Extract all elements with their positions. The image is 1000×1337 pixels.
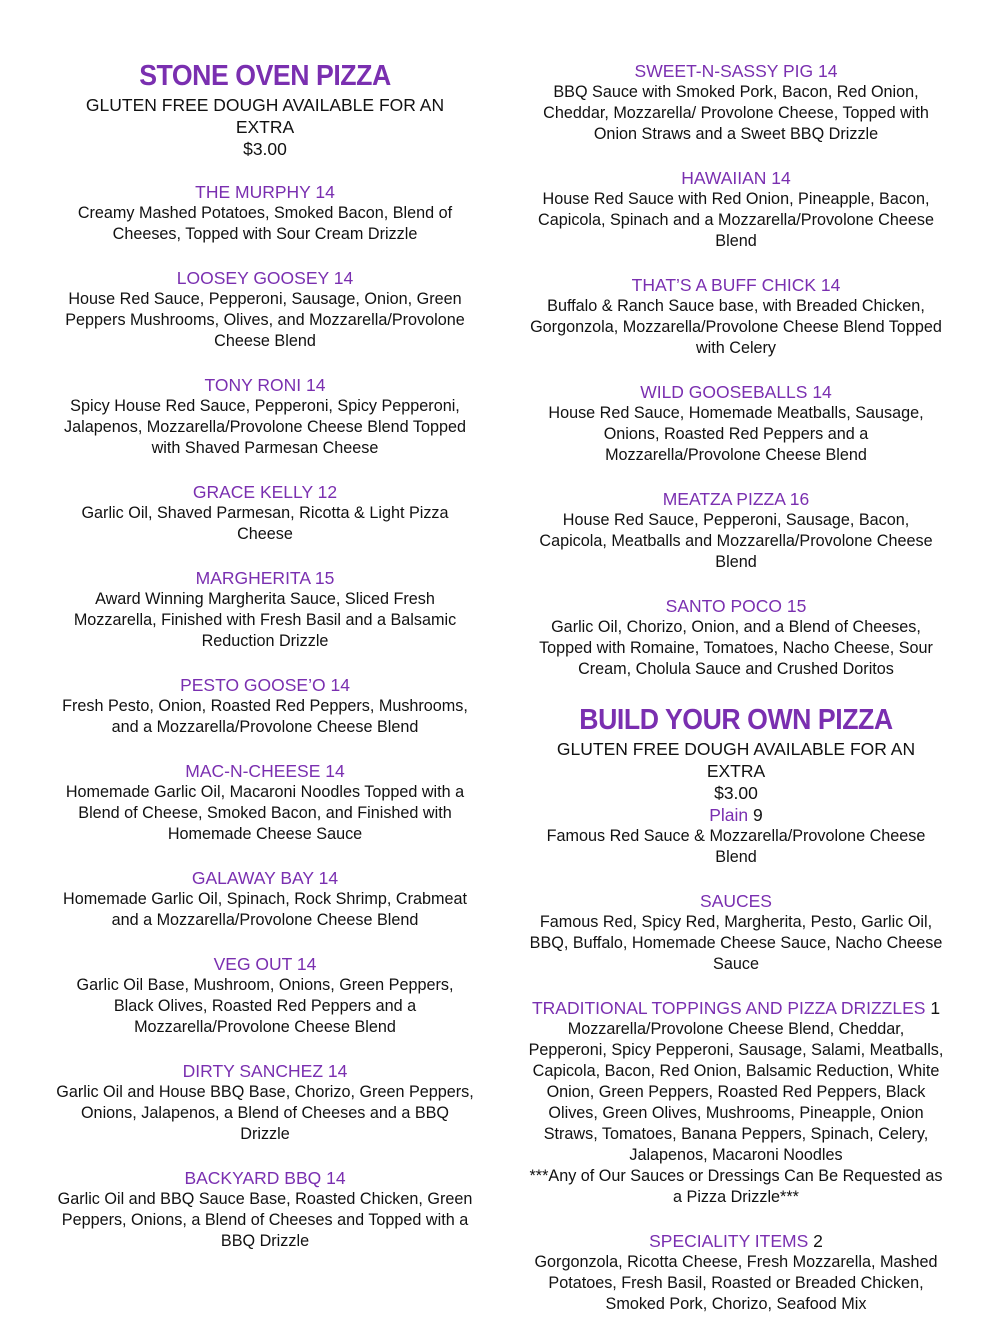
toppings-note: ***Any of Our Sauces or Dressings Can Be Requested as a Pizza Drizzle***	[529, 1167, 943, 1206]
menu-item-description: Garlic Oil, Chorizo, Onion, and a Blend of Cheeses, Topped with Romaine, Tomatoes, Nacho Cheese, Sour Cream, Cholula Sauce and Crushed Doritos	[539, 618, 933, 678]
toppings-description: Mozzarella/Provolone Cheese Blend, Cheddar, Pepperoni, Spicy Pepperoni, Sausage, Salami, Meatballs, Capicola, Bacon, Red Onion, Balsamic Reduction, White Onion, Green Peppers, Roasted Red Peppers, Black Olives, Green Olives, Mushrooms, Pineapple, Onion Straws, Tomatoes, Banana Peppers, Spinach, Celery, Jalapenos, Macaroni Noodles	[528, 1020, 944, 1164]
gluten-free-note-price: $3.00	[714, 783, 758, 803]
menu-item	[55, 953, 475, 1038]
menu-item-title: GRACE KELLY 12	[192, 482, 338, 502]
specialty-label: SPECIALITY ITEMS	[649, 1231, 809, 1251]
menu-item-description: Creamy Mashed Potatoes, Smoked Bacon, Blend of Cheeses, Topped with Sour Cream Drizzle	[77, 204, 453, 243]
menu-item-description: Garlic Oil, Shaved Parmesan, Ricotta & Light Pizza Cheese	[81, 504, 449, 543]
menu-item	[527, 595, 945, 680]
left-column	[55, 58, 475, 1274]
menu-item-title: DIRTY SANCHEZ 14	[182, 1061, 348, 1081]
stone-oven-header	[55, 58, 475, 160]
sauces-item	[527, 890, 945, 975]
menu-item	[55, 481, 475, 545]
menu-item	[527, 60, 945, 145]
menu-item-title: GALAWAY BAY 14	[191, 868, 339, 888]
menu-item-title: VEG OUT 14	[213, 954, 317, 974]
menu-item	[55, 674, 475, 738]
menu-item-description: Garlic Oil Base, Mushroom, Onions, Green Peppers, Black Olives, Roasted Red Peppers and a Mozzarella/Provolone Cheese Blend	[76, 976, 454, 1036]
menu-item-description: Fresh Pesto, Onion, Roasted Red Peppers, Mushrooms, and a Mozzarella/Provolone Cheese Blend	[62, 697, 468, 736]
menu-item	[55, 1167, 475, 1252]
menu-item-title: WILD GOOSEBALLS 14	[640, 382, 832, 402]
specialty-title	[527, 1230, 945, 1252]
menu-item	[527, 381, 945, 466]
gluten-free-note-line1: GLUTEN FREE DOUGH AVAILABLE FOR AN EXTRA	[556, 739, 916, 781]
menu-item-title: HAWAIIAN 14	[681, 168, 791, 188]
specialty-price: 2	[813, 1231, 823, 1251]
menu-item	[527, 274, 945, 359]
specialty-description: Gorgonzola, Ricotta Cheese, Fresh Mozzarella, Mashed Potatoes, Fresh Basil, Roasted or Breaded Chicken, Smoked Pork, Chorizo, Seafood Mix	[534, 1253, 938, 1313]
menu-item-description: BBQ Sauce with Smoked Pork, Bacon, Red Onion, Cheddar, Mozzarella/ Provolone Cheese, Topped with Onion Straws and a Sweet BBQ Drizzle	[543, 83, 929, 143]
menu-item-description: House Red Sauce, Homemade Meatballs, Sausage, Onions, Roasted Red Peppers and a Mozzarella/Provolone Cheese Blend	[548, 404, 924, 464]
menu-item	[527, 167, 945, 252]
sauces-description: Famous Red, Spicy Red, Margherita, Pesto, Garlic Oil, BBQ, Buffalo, Homemade Cheese Sauce, Nacho Cheese Sauce	[529, 913, 943, 973]
menu-item-description: Award Winning Margherita Sauce, Sliced Fresh Mozzarella, Finished with Fresh Basil and a Balsamic Reduction Drizzle	[73, 590, 457, 650]
gluten-free-note-price: $3.00	[243, 139, 287, 159]
menu-item	[55, 760, 475, 845]
menu-item-title: TONY RONI 14	[204, 375, 326, 395]
menu-item-description: House Red Sauce, Pepperoni, Sausage, Onion, Green Peppers Mushrooms, Olives, and Mozzarella/Provolone Cheese Blend	[65, 290, 465, 350]
menu-item-title: MAC-N-CHEESE 14	[185, 761, 345, 781]
build-your-own-section	[527, 702, 945, 1315]
toppings-price: 1	[930, 998, 941, 1018]
gluten-free-note-line1: GLUTEN FREE DOUGH AVAILABLE FOR AN EXTRA	[85, 95, 445, 137]
menu-item-description: Garlic Oil and House BBQ Base, Chorizo, Green Peppers, Onions, Jalapenos, a Blend of Cheeses and a BBQ Drizzle	[56, 1083, 474, 1143]
specialty-item	[527, 1230, 945, 1315]
menu-item-title: PESTO GOOSE’O 14	[180, 675, 350, 695]
right-column	[527, 58, 945, 1337]
plain-pizza-title	[527, 804, 945, 826]
menu-item-description: Homemade Garlic Oil, Macaroni Noodles Topped with a Blend of Cheese, Smoked Bacon, and Finished with Homemade Cheese Sauce	[65, 783, 465, 843]
menu-item-description: Homemade Garlic Oil, Spinach, Rock Shrimp, Crabmeat and a Mozzarella/Provolone Cheese Blend	[63, 890, 467, 929]
menu-item	[527, 488, 945, 573]
sauces-title: SAUCES	[700, 891, 772, 911]
toppings-title	[527, 997, 945, 1019]
stone-oven-title: STONE OVEN PIZZA	[139, 60, 391, 92]
menu-item-description: House Red Sauce, Pepperoni, Sausage, Bacon, Capicola, Meatballs and Mozzarella/Provolone Cheese Blend	[539, 511, 933, 571]
plain-label: Plain	[709, 805, 749, 825]
toppings-item	[527, 997, 945, 1208]
menu-item	[55, 374, 475, 459]
menu-item-title: MARGHERITA 15	[195, 568, 335, 588]
build-your-own-title: BUILD YOUR OWN PIZZA	[579, 704, 893, 736]
plain-price: 9	[753, 805, 763, 825]
menu-item-title: MEATZA PIZZA 16	[662, 489, 810, 509]
menu-item	[55, 867, 475, 931]
menu-item	[55, 567, 475, 652]
menu-item-title: SWEET-N-SASSY PIG 14	[634, 61, 838, 81]
menu-item-title: THAT’S A BUFF CHICK 14	[631, 275, 841, 295]
menu-item-description: Garlic Oil and BBQ Sauce Base, Roasted Chicken, Green Peppers, Onions, a Blend of Cheeses and Topped with a BBQ Drizzle	[57, 1190, 473, 1250]
menu-item-description: Buffalo & Ranch Sauce base, with Breaded Chicken, Gorgonzola, Mozzarella/Provolone Cheese Blend Topped with Celery	[530, 297, 942, 357]
menu-item-description: Spicy House Red Sauce, Pepperoni, Spicy Pepperoni, Jalapenos, Mozzarella/Provolone Cheese Blend Topped with Shaved Parmesan Cheese	[64, 397, 466, 457]
menu-item-title: THE MURPHY 14	[195, 182, 335, 202]
menu-item	[55, 181, 475, 245]
toppings-label: TRADITIONAL TOPPINGS AND PIZZA DRIZZLES	[531, 998, 926, 1018]
menu-item-description: House Red Sauce with Red Onion, Pineapple, Bacon, Capicola, Spinach and a Mozzarella/Provolone Cheese Blend	[538, 190, 934, 250]
menu-item-title: BACKYARD BBQ 14	[184, 1168, 346, 1188]
menu-item	[55, 1060, 475, 1145]
menu-item-title: SANTO POCO 15	[665, 596, 807, 616]
menu-item	[55, 267, 475, 352]
menu-item-title: LOOSEY GOOSEY 14	[176, 268, 354, 288]
plain-pizza-description: Famous Red Sauce & Mozzarella/Provolone Cheese Blend	[546, 827, 926, 866]
plain-pizza-item	[527, 804, 945, 868]
